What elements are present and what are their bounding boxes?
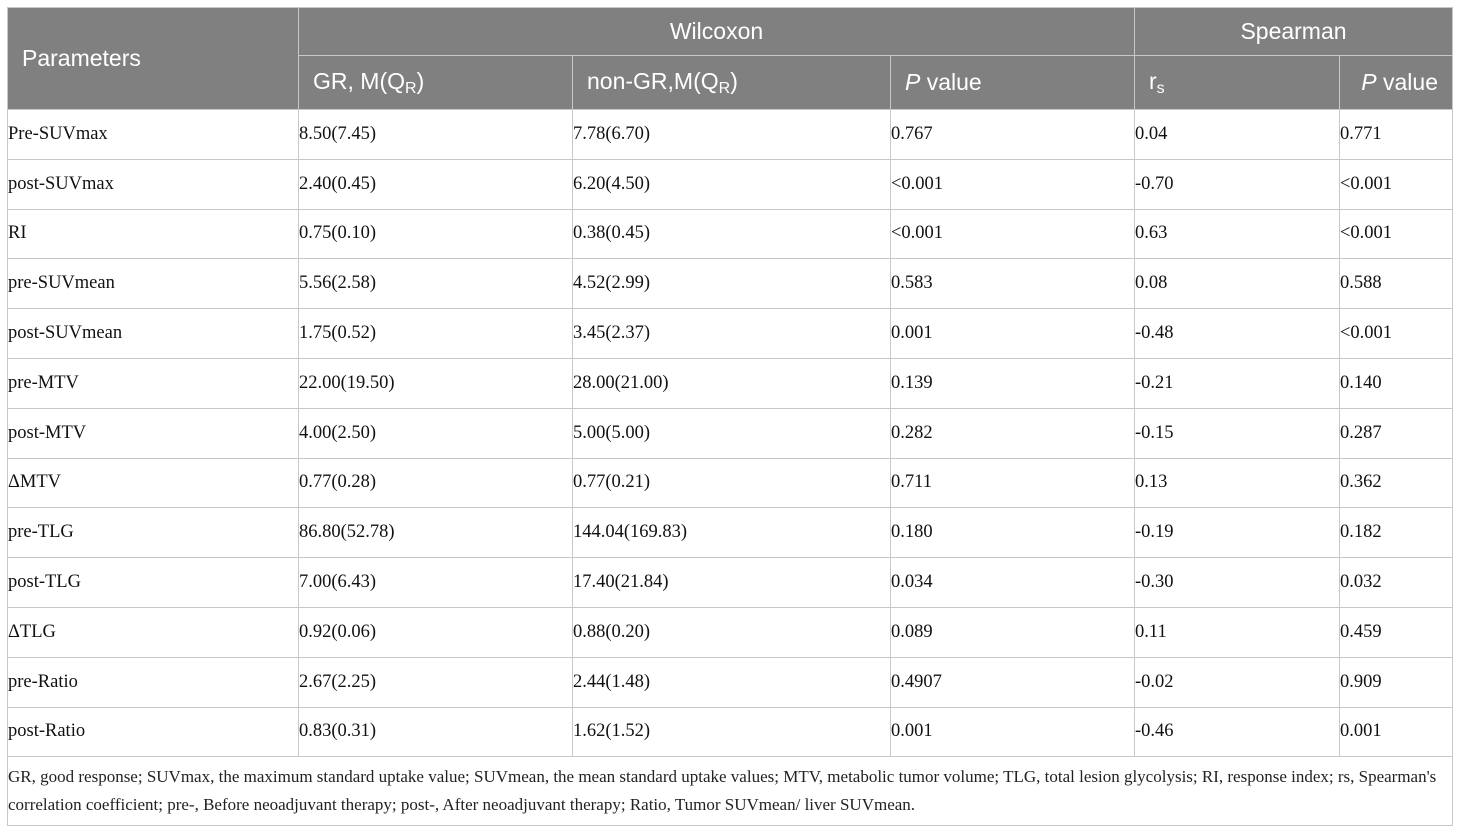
wilcoxon-p-cell: 0.180 (891, 508, 1135, 558)
rs-cell: 0.63 (1135, 209, 1340, 259)
spearman-p-cell: 0.909 (1340, 657, 1453, 707)
parameter-cell: post-Ratio (8, 707, 299, 757)
table-row (8, 707, 1453, 757)
parameter-cell: ΔMTV (8, 458, 299, 508)
gr-cell: 0.77(0.28) (299, 458, 573, 508)
spearman-p-cell: 0.771 (1340, 110, 1453, 160)
rs-cell: 0.08 (1135, 259, 1340, 309)
non-gr-cell: 0.88(0.20) (573, 607, 891, 657)
wilcoxon-p-cell: 0.282 (891, 408, 1135, 458)
table-body (8, 110, 1453, 826)
wilcoxon-p-cell: 0.4907 (891, 657, 1135, 707)
rs-cell: -0.48 (1135, 309, 1340, 359)
non-gr-cell: 7.78(6.70) (573, 110, 891, 160)
spearman-p-cell: 0.001 (1340, 707, 1453, 757)
non-gr-cell: 5.00(5.00) (573, 408, 891, 458)
table-row (8, 259, 1453, 309)
gr-cell: 2.40(0.45) (299, 159, 573, 209)
results-table-container (7, 7, 1452, 826)
parameter-cell: post-MTV (8, 408, 299, 458)
spearman-p-cell: 0.588 (1340, 259, 1453, 309)
spearman-p-cell: 0.459 (1340, 607, 1453, 657)
parameter-cell: post-SUVmean (8, 309, 299, 359)
table-row (8, 657, 1453, 707)
rs-cell: -0.21 (1135, 358, 1340, 408)
table-row (8, 110, 1453, 160)
spearman-p-cell: <0.001 (1340, 309, 1453, 359)
parameter-cell: RI (8, 209, 299, 259)
table-row (8, 607, 1453, 657)
gr-cell: 0.92(0.06) (299, 607, 573, 657)
rs-cell: -0.70 (1135, 159, 1340, 209)
wilcoxon-p-cell: 0.001 (891, 707, 1135, 757)
table-footnote: GR, good response; SUVmax, the maximum standard uptake value; SUVmean, the mean standard uptake values; MTV, metabolic tumor volume; TLG, total lesion glycolysis; RI, response index; rs, Spearman's correlation coefficient; pre-, Before neoadjuvant therapy; post-, After neoadjuvant therapy; Ratio, Tumor SUVmean/ liver SUVmean. (8, 757, 1453, 826)
spearman-p-cell: 0.182 (1340, 508, 1453, 558)
parameter-cell: pre-SUVmean (8, 259, 299, 309)
gr-cell: 22.00(19.50) (299, 358, 573, 408)
gr-cell: 5.56(2.58) (299, 259, 573, 309)
parameter-cell: post-SUVmax (8, 159, 299, 209)
table-header (8, 8, 1453, 110)
table-row (8, 309, 1453, 359)
non-gr-cell: 2.44(1.48) (573, 657, 891, 707)
non-gr-cell: 0.38(0.45) (573, 209, 891, 259)
spearman-p-cell: <0.001 (1340, 209, 1453, 259)
gr-cell: 0.83(0.31) (299, 707, 573, 757)
non-gr-cell: 28.00(21.00) (573, 358, 891, 408)
header-spearman: Spearman (1135, 8, 1453, 56)
non-gr-cell: 144.04(169.83) (573, 508, 891, 558)
spearman-p-cell: 0.362 (1340, 458, 1453, 508)
parameter-cell: ΔTLG (8, 607, 299, 657)
table-row (8, 159, 1453, 209)
rs-cell: 0.11 (1135, 607, 1340, 657)
gr-cell: 1.75(0.52) (299, 309, 573, 359)
table-row (8, 209, 1453, 259)
rs-cell: -0.30 (1135, 558, 1340, 608)
gr-cell: 86.80(52.78) (299, 508, 573, 558)
wilcoxon-p-cell: 0.767 (891, 110, 1135, 160)
spearman-p-cell: 0.287 (1340, 408, 1453, 458)
wilcoxon-p-cell: 0.089 (891, 607, 1135, 657)
header-rs: $r_s$ (1135, 56, 1340, 110)
rs-cell: -0.02 (1135, 657, 1340, 707)
gr-cell: 4.00(2.50) (299, 408, 573, 458)
footnote-row (8, 757, 1453, 826)
non-gr-cell: 17.40(21.84) (573, 558, 891, 608)
header-spearman-p-value: P value (1340, 56, 1453, 110)
non-gr-cell: 1.62(1.52) (573, 707, 891, 757)
results-table (7, 7, 1453, 826)
gr-cell: 7.00(6.43) (299, 558, 573, 608)
parameter-cell: Pre-SUVmax (8, 110, 299, 160)
wilcoxon-p-cell: 0.034 (891, 558, 1135, 608)
header-gr: GR, $M(Q_R)$ (299, 56, 573, 110)
gr-cell: 8.50(7.45) (299, 110, 573, 160)
table-row (8, 358, 1453, 408)
table-row (8, 508, 1453, 558)
rs-cell: 0.13 (1135, 458, 1340, 508)
header-wilcoxon: Wilcoxon (299, 8, 1135, 56)
header-parameters: Parameters (8, 8, 299, 110)
wilcoxon-p-cell: 0.583 (891, 259, 1135, 309)
spearman-p-cell: 0.140 (1340, 358, 1453, 408)
non-gr-cell: 4.52(2.99) (573, 259, 891, 309)
rs-cell: -0.46 (1135, 707, 1340, 757)
rs-cell: -0.19 (1135, 508, 1340, 558)
parameter-cell: pre-Ratio (8, 657, 299, 707)
wilcoxon-p-cell: <0.001 (891, 209, 1135, 259)
rs-cell: 0.04 (1135, 110, 1340, 160)
gr-cell: 0.75(0.10) (299, 209, 573, 259)
header-wilcoxon-p-value: P value (891, 56, 1135, 110)
spearman-p-cell: 0.032 (1340, 558, 1453, 608)
parameter-cell: pre-MTV (8, 358, 299, 408)
table-row (8, 458, 1453, 508)
wilcoxon-p-cell: 0.001 (891, 309, 1135, 359)
non-gr-cell: 0.77(0.21) (573, 458, 891, 508)
parameter-cell: pre-TLG (8, 508, 299, 558)
spearman-p-cell: <0.001 (1340, 159, 1453, 209)
wilcoxon-p-cell: 0.711 (891, 458, 1135, 508)
wilcoxon-p-cell: 0.139 (891, 358, 1135, 408)
table-row (8, 558, 1453, 608)
table-row (8, 408, 1453, 458)
gr-cell: 2.67(2.25) (299, 657, 573, 707)
header-non-gr: non-$GR,M(Q_R)$ (573, 56, 891, 110)
rs-cell: -0.15 (1135, 408, 1340, 458)
wilcoxon-p-cell: <0.001 (891, 159, 1135, 209)
non-gr-cell: 6.20(4.50) (573, 159, 891, 209)
parameter-cell: post-TLG (8, 558, 299, 608)
non-gr-cell: 3.45(2.37) (573, 309, 891, 359)
